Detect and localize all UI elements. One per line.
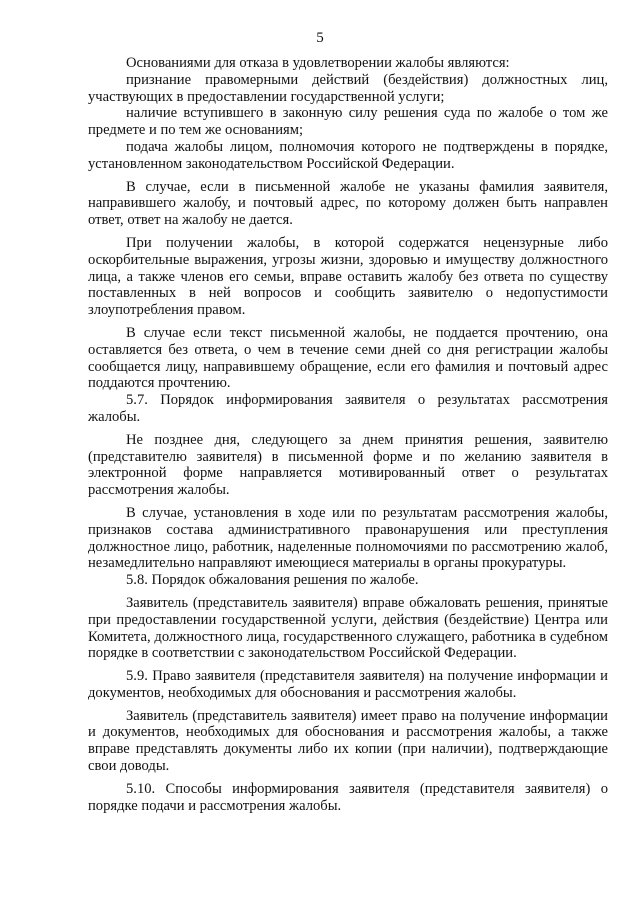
- paragraph: признание правомерными действий (бездействия) должностных лиц, участвующих в предоставлении государственной услуги;: [88, 71, 608, 105]
- section-heading: 5.10. Способы информирования заявителя (представителя заявителя) о порядке подачи и рассмотрения жалобы.: [88, 780, 608, 814]
- section-heading: 5.9. Право заявителя (представителя заявителя) на получение информации и документов, необходимых для обоснования и рассмотрения жалобы.: [88, 668, 608, 701]
- paragraph: При получении жалобы, в которой содержатся нецензурные либо оскорбительные выражения, угрозы жизни, здоровью и имуществу должностного лица, а также членов его семьи, вправе оставить жалобу без ответа по существу поставленных в ней вопросов и сообщить заявителю о недопустимости злоупотребления правом.: [88, 234, 608, 319]
- paragraph: В случае, установления в ходе или по результатам рассмотрения жалобы, признаков состава административного правонарушения или преступления должностное лицо, работник, наделенные полномочиями по рассмотрению жалоб, незамедлительно направляют имеющиеся материалы в органы прокуратуры.: [88, 504, 608, 572]
- paragraph: В случае если текст письменной жалобы, не поддается прочтению, она оставляется без ответа, о чем в течение семи дней со дня регистрации жалобы сообщается лицу, направившему обращение, если его фамилия и почтовый адрес поддаются прочтению.: [88, 324, 608, 392]
- page-number: 5: [316, 30, 324, 46]
- document-body: [88, 55, 608, 814]
- paragraph: Не позднее дня, следующего за днем принятия решения, заявителю (представителю заявителя) в письменной форме и по желанию заявителя в электронной форме направляется мотивированный ответ о результатах рассмотрения жалобы.: [88, 431, 608, 499]
- paragraph: Заявитель (представитель заявителя) вправе обжаловать решения, принятые при предоставлении государственной услуги, действия (бездействие) Центра или Комитета, должностного лица, государственного служащего, работника в судебном порядке в соответствии с законодательством Российской Федерации.: [88, 594, 608, 662]
- section-heading: 5.8. Порядок обжалования решения по жалобе.: [126, 572, 419, 589]
- paragraph: подача жалобы лицом, полномочия которого не подтверждены в порядке, установленном законодательством Российской Федерации.: [88, 138, 608, 172]
- paragraph: Основаниями для отказа в удовлетворении жалобы являются:: [126, 55, 510, 71]
- paragraph: В случае, если в письменной жалобе не указаны фамилия заявителя, направившего жалобу, и почтовый адрес, по которому должен быть направлен ответ, ответ на жалобу не дается.: [88, 178, 608, 229]
- paragraph: Заявитель (представитель заявителя) имеет право на получение информации и документов, необходимых для обоснования и рассмотрения жалобы, а также вправе представлять документы либо их копии (при наличии), подтверждающие свои доводы.: [88, 707, 608, 775]
- section-heading: 5.7. Порядок информирования заявителя о результатах рассмотрения жалобы.: [88, 392, 608, 425]
- paragraph: наличие вступившего в законную силу решения суда по жалобе о том же предмете и по тем же основаниям;: [88, 105, 608, 139]
